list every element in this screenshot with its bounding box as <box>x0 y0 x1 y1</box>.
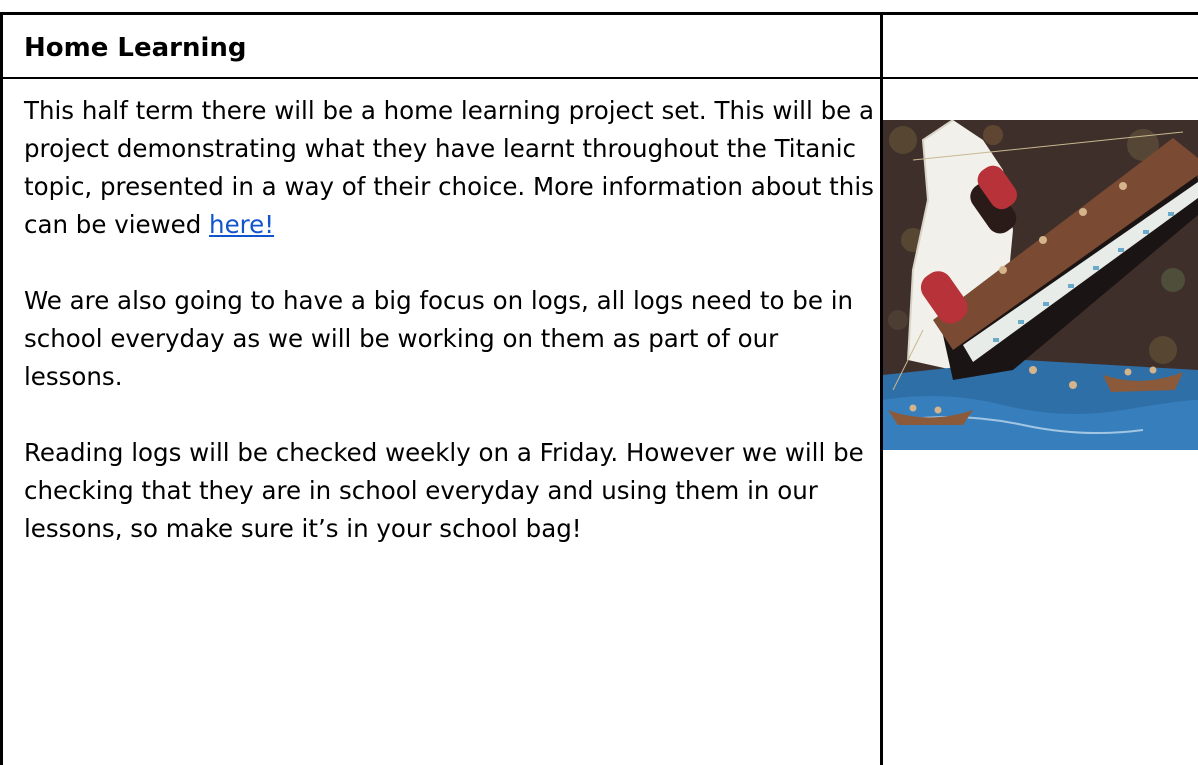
paragraph-reading-logs: Reading logs will be checked weekly on a Friday. However we will be checking that they are in school everyday and using them in our lessons, so make sure it’s in your school bag! <box>24 438 864 543</box>
titanic-model-image <box>883 120 1198 450</box>
table-border-top <box>0 12 1198 15</box>
table-border-left <box>0 12 3 765</box>
section-title: Home Learning <box>24 33 247 63</box>
paragraph-logs: We are also going to have a big focus on logs, all logs need to be in school everyday as we will be working on them as part of our lessons. <box>24 286 854 391</box>
paragraph-project <box>24 92 874 244</box>
table-border-header <box>0 77 1198 79</box>
more-info-link[interactable]: here! <box>209 210 275 239</box>
paragraph-project-text: This half term there will be a home learning project set. This will be a project demonstrating what they have learnt throughout the Titanic topic, presented in a way of their choice. More information about this can be viewed <box>24 96 874 239</box>
body-text-cell <box>24 92 874 586</box>
titanic-model-illustration <box>883 120 1198 450</box>
